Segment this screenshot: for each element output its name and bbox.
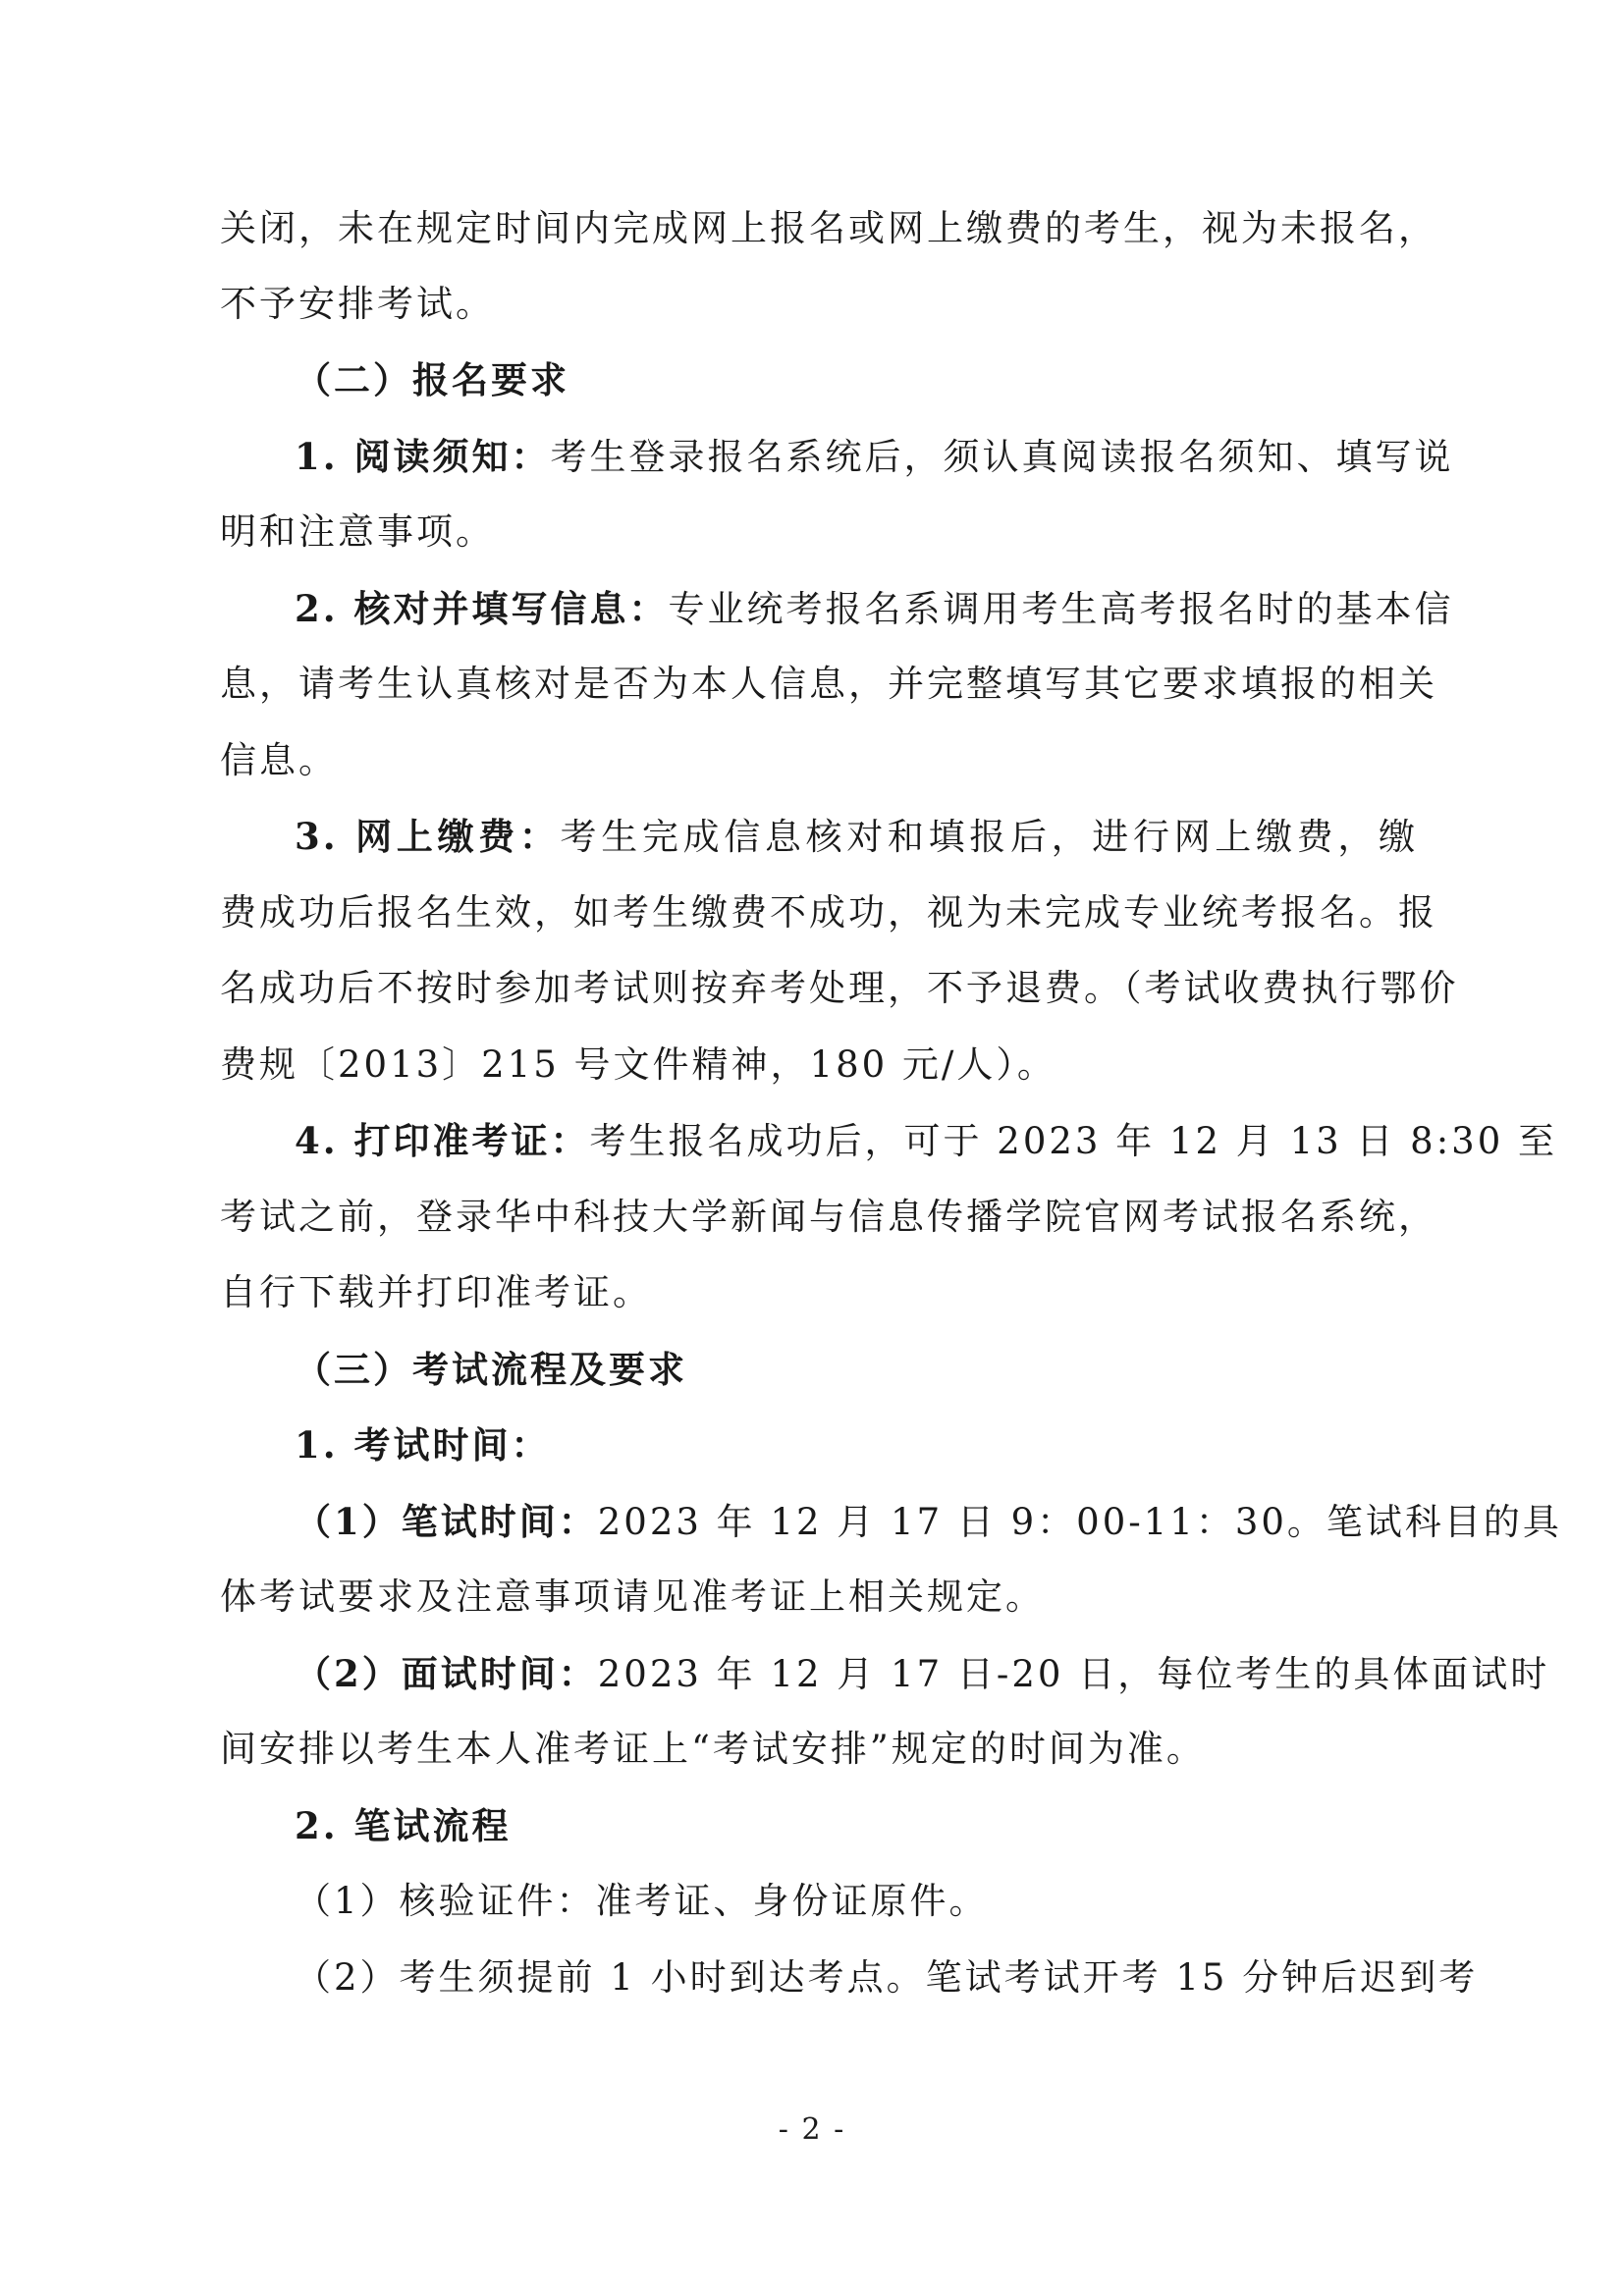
- paragraph-line: [295, 584, 1454, 634]
- paragraph-line: 间安排以考生本人准考证上“考试安排”规定的时间为准。: [220, 1728, 1206, 1770]
- item-text: 2023 年 12 月 17 日 9：00-11：30。笔试科目的具: [597, 1501, 1562, 1543]
- item-text: 考生登录报名系统后，须认真阅读报名须知、填写说: [550, 436, 1454, 478]
- item-text: 专业统考报名系调用考生高考报名时的基本信: [668, 588, 1454, 630]
- paragraph-line: 考试之前，登录华中科技大学新闻与信息传播学院官网考试报名系统，: [220, 1196, 1437, 1238]
- paragraph-line: 费成功后报名生效，如考生缴费不成功，视为未完成专业统考报名。报: [220, 891, 1437, 934]
- paragraph-line: （1）核验证件：准考证、身份证原件。: [295, 1880, 989, 1922]
- item-heading: 4. 打印准考证：: [295, 1119, 590, 1162]
- item-text: 考生完成信息核对和填报后，进行网上缴费，缴: [560, 816, 1418, 858]
- item-heading: 2. 核对并填写信息：: [295, 587, 669, 630]
- paragraph-line: [295, 1116, 1558, 1166]
- paragraph-line: （2）考生须提前 1 小时到达考点。笔试考试开考 15 分钟后迟到考: [295, 1956, 1479, 1999]
- section-heading: （二）报名要求: [295, 358, 569, 401]
- paragraph-line: 名成功后不按时参加考试则按弃考处理，不予退费。（考试收费执行鄂价: [220, 967, 1459, 1009]
- paragraph-line: 自行下载并打印准考证。: [220, 1271, 652, 1313]
- item-heading: （1）笔试时间：: [295, 1500, 598, 1543]
- section-heading: （三）考试流程及要求: [295, 1348, 687, 1391]
- subsection-heading: 2. 笔试流程: [295, 1804, 512, 1847]
- paragraph-line: [295, 812, 1418, 862]
- paragraph-line: 关闭，未在规定时间内完成网上报名或网上缴费的考生，视为未报名，: [220, 207, 1437, 249]
- paragraph-line: 费规〔2013〕215 号文件精神，180 元/人）。: [220, 1043, 1056, 1086]
- paragraph-line: 信息。: [220, 739, 338, 781]
- paragraph-line: 体考试要求及注意事项请见准考证上相关规定。: [220, 1575, 1045, 1618]
- paragraph-line: 息，请考生认真核对是否为本人信息，并完整填写其它要求填报的相关: [220, 663, 1437, 705]
- item-text: 考生报名成功后，可于 2023 年 12 月 13 日 8:30 至: [589, 1120, 1558, 1162]
- item-heading: 1. 阅读须知：: [295, 435, 551, 478]
- paragraph-line: [295, 1649, 1550, 1699]
- page-number: - 2 -: [778, 2112, 846, 2147]
- item-heading: （2）面试时间：: [295, 1652, 598, 1695]
- item-heading: 3. 网上缴费：: [295, 815, 561, 858]
- paragraph-line: 明和注意事项。: [220, 510, 495, 553]
- subsection-heading: 1. 考试时间：: [295, 1423, 551, 1467]
- paragraph-line: [295, 1497, 1562, 1547]
- paragraph-line: 不予安排考试。: [220, 283, 495, 325]
- item-text: 2023 年 12 月 17 日-20 日，每位考生的具体面试时: [597, 1653, 1550, 1695]
- paragraph-line: [295, 432, 1454, 482]
